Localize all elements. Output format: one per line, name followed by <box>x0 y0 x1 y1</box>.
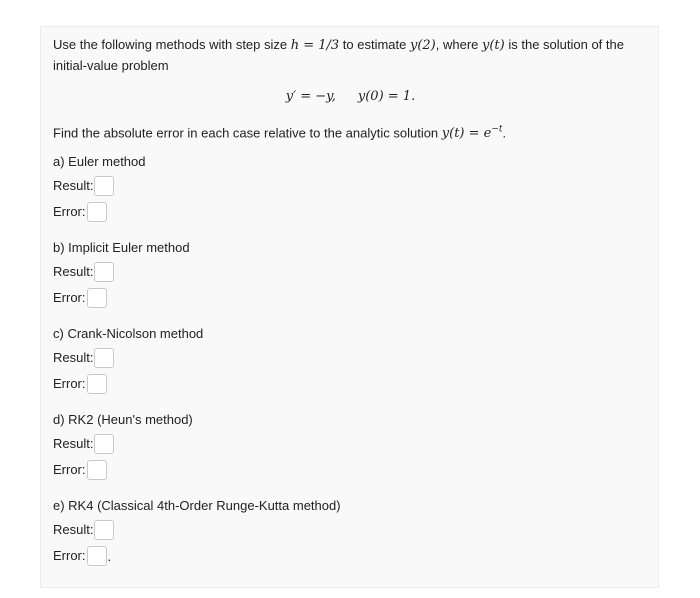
find-text: Find the absolute error in each case relative to the analytic solution <box>53 125 442 141</box>
trailing-period: . <box>107 548 112 564</box>
error-label: Error: <box>53 204 86 219</box>
part-e-error-input[interactable] <box>87 546 107 566</box>
part-a-title: a) Euler method <box>53 154 146 169</box>
result-label: Result: <box>53 522 94 537</box>
part-a-error-row <box>53 200 107 224</box>
part-b-title: b) Implicit Euler method <box>53 240 190 255</box>
part-d-error-row <box>53 458 107 482</box>
part-c-error-input[interactable] <box>87 374 107 394</box>
analytic-solution <box>442 126 503 141</box>
part-c-result-input[interactable] <box>94 348 114 368</box>
ode-equation <box>41 87 660 107</box>
result-label: Result: <box>53 350 94 365</box>
result-label: Result: <box>53 264 94 279</box>
find-instruction <box>53 120 506 144</box>
intro-text-4: is the solution of the initial-value problem <box>53 37 624 73</box>
part-b-result-row <box>53 260 114 284</box>
error-label: Error: <box>53 290 86 305</box>
result-label: Result: <box>53 436 94 451</box>
part-d-error-input[interactable] <box>87 460 107 480</box>
part-b-result-input[interactable] <box>94 262 114 282</box>
intro-text-3: , where <box>435 37 483 52</box>
question-card <box>40 26 659 588</box>
intro-text: Use the following methods with step size <box>53 37 291 52</box>
part-e-title: e) RK4 (Classical 4th-Order Runge-Kutta method) <box>53 498 341 513</box>
part-a-error-input[interactable] <box>87 202 107 222</box>
solution-expression: y(t) <box>482 38 505 53</box>
part-e-result-row <box>53 518 114 542</box>
part-d-title: d) RK2 (Heun's method) <box>53 412 193 427</box>
part-b-error-row <box>53 286 107 310</box>
part-e-result-input[interactable] <box>94 520 114 540</box>
initial-condition: y(0) = 1. <box>357 89 416 104</box>
intro-text-2: to estimate <box>339 37 410 52</box>
error-label: Error: <box>53 462 86 477</box>
find-end: . <box>502 125 507 141</box>
analytic-exponent: −t <box>491 125 503 135</box>
part-a-result-row <box>53 174 114 198</box>
part-b-error-input[interactable] <box>87 288 107 308</box>
part-e-error-row <box>53 544 111 568</box>
analytic-base: y(t) = e <box>441 126 492 142</box>
step-size-expression: h = 1/3 <box>290 38 340 53</box>
problem-intro <box>53 35 653 76</box>
target-expression: y(2) <box>410 38 436 53</box>
part-a-result-input[interactable] <box>94 176 114 196</box>
result-label: Result: <box>53 178 94 193</box>
part-c-error-row <box>53 372 107 396</box>
error-label: Error: <box>53 376 86 391</box>
part-d-result-input[interactable] <box>94 434 114 454</box>
error-label: Error: <box>53 548 86 563</box>
part-c-result-row <box>53 346 114 370</box>
part-c-title: c) Crank-Nicolson method <box>53 326 204 341</box>
ode-expression: y′ = −y, <box>285 89 336 104</box>
part-d-result-row <box>53 432 114 456</box>
